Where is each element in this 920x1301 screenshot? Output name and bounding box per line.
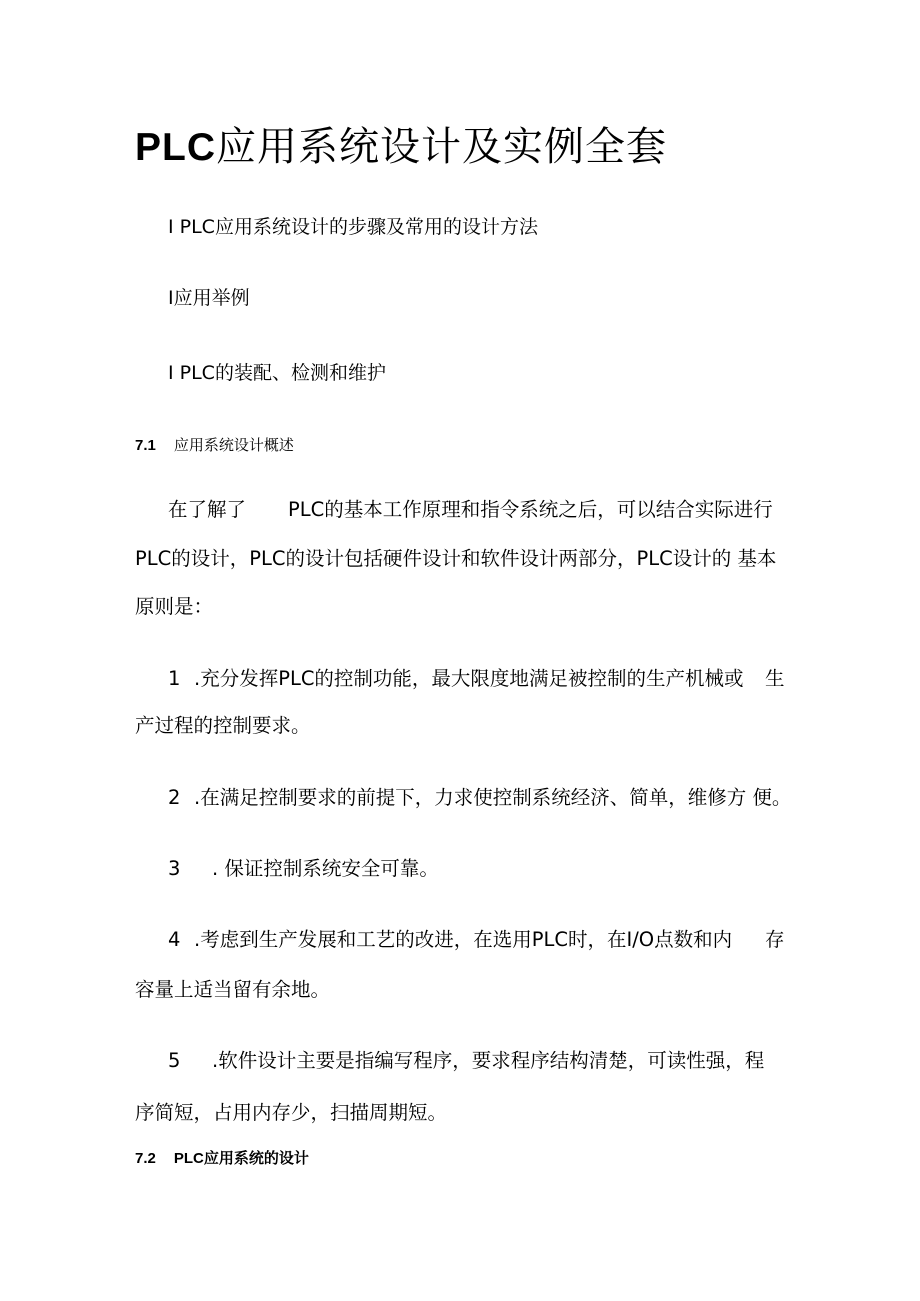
principle-4-line-1: .考虑到生产发展和工艺的改进，在选用PLC时，在I/O点数和内 bbox=[194, 928, 733, 951]
principle-5-number: 5 bbox=[168, 1049, 181, 1072]
principle-4-line-2: 容量上适当留有余地。 bbox=[135, 978, 331, 1001]
intro-line-2: PLC的设计，PLC的设计包括硬件设计和软件设计两部分，PLC设计的 基本 bbox=[135, 547, 777, 570]
principle-2-line-1: .在满足控制要求的前提下，力求使控制系统经济、简单，维修方 便。 bbox=[194, 786, 792, 809]
page-title-latin: PLC bbox=[135, 126, 216, 169]
intro-line-3: 原则是： bbox=[135, 595, 214, 618]
intro-line-1a: 在了解了 bbox=[168, 498, 247, 521]
page-title-rest: 应用系统设计及实例全套 bbox=[216, 124, 667, 170]
principle-1-line-1-end: 生 bbox=[765, 667, 785, 690]
outline-item-2: I应用举例 bbox=[168, 287, 250, 309]
principle-5-line-1: .软件设计主要是指编写程序，要求程序结构清楚，可读性强，程 bbox=[212, 1049, 765, 1072]
principle-3-line-1: . 保证控制系统安全可靠。 bbox=[212, 857, 439, 880]
section-number: 7.2 bbox=[135, 1150, 156, 1167]
principle-3-number: 3 bbox=[168, 857, 181, 880]
principle-4-number: 4 bbox=[168, 928, 181, 951]
principle-1-line-1: .充分发挥PLC的控制功能，最大限度地满足被控制的生产机械或 bbox=[194, 667, 744, 690]
principle-2-number: 2 bbox=[168, 786, 181, 809]
principle-1-number: 1 bbox=[168, 667, 181, 690]
principle-4-line-1-end: 存 bbox=[765, 928, 785, 951]
principle-1-line-2: 产过程的控制要求。 bbox=[135, 714, 311, 737]
outline-item-3: I PLC的装配、检测和维护 bbox=[168, 362, 386, 384]
section-title: PLC应用系统的设计 bbox=[173, 1150, 309, 1167]
section-heading-7-2 bbox=[135, 1151, 309, 1166]
section-number: 7.1 bbox=[135, 437, 156, 454]
intro-line-1b: PLC的基本工作原理和指令系统之后，可以结合实际进行 bbox=[288, 498, 773, 521]
section-title: 应用系统设计概述 bbox=[173, 436, 294, 454]
section-heading-7-1 bbox=[135, 438, 294, 453]
outline-item-1: I PLC应用系统设计的步骤及常用的设计方法 bbox=[168, 216, 538, 238]
principle-5-line-2: 序简短，占用内存少，扫描周期短。 bbox=[135, 1101, 448, 1124]
page-title bbox=[135, 124, 667, 170]
